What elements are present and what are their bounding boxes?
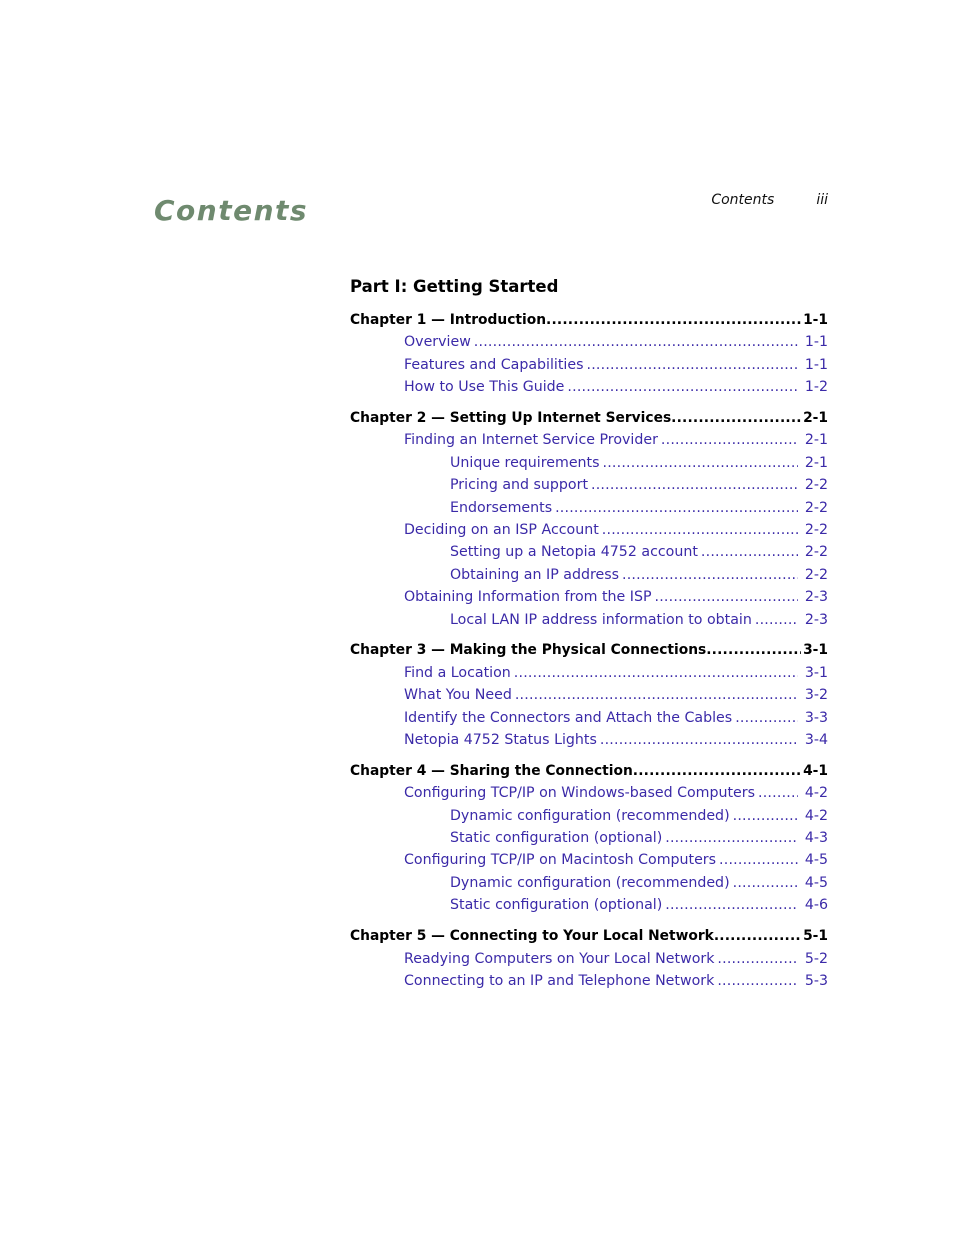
toc-subsection-link[interactable] — [350, 474, 828, 496]
toc-entry-page: 3-3 — [804, 709, 828, 726]
toc-section-link[interactable] — [350, 662, 828, 684]
toc-entry-page: 1-1 — [804, 334, 828, 351]
dot-leader — [671, 407, 801, 429]
toc-section-link[interactable] — [350, 354, 828, 376]
toc-entry-label: Chapter 4 — Sharing the Connection — [350, 762, 633, 779]
page-number: iii — [816, 192, 828, 208]
toc-entry-page: 1-2 — [804, 379, 828, 396]
dot-leader — [586, 354, 797, 376]
toc-entry-page: 4-1 — [803, 762, 828, 779]
toc-entry-page: 5-2 — [804, 950, 828, 967]
toc-entry-label: Setting up a Netopia 4752 account — [450, 544, 698, 561]
toc-section-link[interactable] — [350, 782, 828, 804]
toc-section-link[interactable] — [350, 948, 828, 970]
toc-entry-label: Obtaining Information from the ISP — [404, 589, 652, 606]
toc-entry-page: 4-2 — [804, 785, 828, 802]
part-title: Part I: Getting Started — [350, 277, 559, 296]
toc-entry-label: Dynamic configuration (recommended) — [450, 807, 730, 824]
dot-leader — [546, 309, 801, 331]
toc-section-link[interactable] — [350, 729, 828, 751]
toc-entry-page: 3-1 — [803, 642, 828, 659]
toc-subsection-link[interactable] — [350, 872, 828, 894]
toc-subsection-link[interactable] — [350, 609, 828, 631]
toc-entry-page: 2-2 — [804, 499, 828, 516]
toc-entry-page: 2-2 — [804, 544, 828, 561]
toc-entry-label: Readying Computers on Your Local Network — [404, 950, 715, 967]
toc-section-link[interactable] — [350, 586, 828, 608]
toc-chapter-entry[interactable] — [350, 309, 828, 331]
toc-subsection-link[interactable] — [350, 452, 828, 474]
toc-entry-label: Dynamic configuration (recommended) — [450, 874, 730, 891]
toc-entry-page: 2-2 — [804, 566, 828, 583]
dot-leader — [735, 707, 798, 729]
dot-leader — [706, 639, 801, 661]
toc-entry-label: How to Use This Guide — [404, 379, 565, 396]
toc-section-link[interactable] — [350, 519, 828, 541]
toc-entry-page: 4-6 — [804, 897, 828, 914]
toc-chapter-entry[interactable] — [350, 760, 828, 782]
toc-section-link[interactable] — [350, 429, 828, 451]
toc-subsection-link[interactable] — [350, 564, 828, 586]
dot-leader — [717, 970, 798, 992]
toc-entry-page: 4-2 — [804, 807, 828, 824]
toc-section-link[interactable] — [350, 376, 828, 398]
toc-entry-label: Configuring TCP/IP on Macintosh Computers — [404, 852, 717, 869]
toc-entry-label: Chapter 5 — Connecting to Your Local Network — [350, 928, 714, 945]
toc-entry-label: Unique requirements — [450, 454, 600, 471]
toc-entry-page: 4-5 — [804, 852, 828, 869]
toc-entry-label: Static configuration (optional) — [450, 897, 663, 914]
running-head — [711, 190, 828, 210]
running-head-title: Contents — [711, 192, 775, 208]
dot-leader — [633, 760, 801, 782]
toc-entry-label: Pricing and support — [450, 477, 589, 494]
dot-leader — [567, 376, 797, 398]
toc-entry-page: 1-1 — [804, 356, 828, 373]
toc-entry-label: Endorsements — [450, 499, 553, 516]
toc-entry-page: 4-3 — [804, 830, 828, 847]
toc-section-link[interactable] — [350, 331, 828, 353]
dot-leader — [514, 662, 798, 684]
toc-entry-page: 2-3 — [804, 611, 828, 628]
dot-leader — [515, 684, 798, 706]
toc-entry-label: Finding an Internet Service Provider — [404, 432, 658, 449]
dot-leader — [733, 805, 798, 827]
toc-section-link[interactable] — [350, 684, 828, 706]
dot-leader — [655, 586, 798, 608]
toc-entry-page: 2-2 — [804, 477, 828, 494]
toc-entry-page: 5-3 — [804, 972, 828, 989]
dot-leader — [755, 609, 798, 631]
toc-subsection-link[interactable] — [350, 497, 828, 519]
dot-leader — [701, 541, 798, 563]
toc-entry-label: Find a Location — [404, 664, 511, 681]
toc-subsection-link[interactable] — [350, 805, 828, 827]
toc-entry-label: Netopia 4752 Status Lights — [404, 732, 597, 749]
toc-entry-label: Configuring TCP/IP on Windows-based Computers — [404, 785, 756, 802]
page-title: Contents — [154, 194, 309, 227]
toc-section-link[interactable] — [350, 849, 828, 871]
toc-subsection-link[interactable] — [350, 894, 828, 916]
toc-entry-page: 1-1 — [803, 312, 828, 328]
toc-entry-label: Chapter 3 — Making the Physical Connections — [350, 642, 707, 659]
toc-section-link[interactable] — [350, 707, 828, 729]
dot-leader — [758, 782, 798, 804]
toc-entry-label: Features and Capabilities — [404, 356, 584, 373]
dot-leader — [719, 849, 798, 871]
toc-entry-page: 2-1 — [803, 410, 828, 427]
dot-leader — [602, 519, 798, 541]
toc-entry-page: 3-4 — [804, 732, 828, 749]
toc-chapter-entry[interactable] — [350, 639, 828, 661]
toc-chapter-entry[interactable] — [350, 407, 828, 429]
dot-leader — [717, 948, 797, 970]
toc-entry-label: Obtaining an IP address — [450, 566, 619, 583]
toc-entry-page: 3-1 — [804, 664, 828, 681]
toc-entry-label: Chapter 1 — Introduction — [350, 312, 547, 328]
toc-entry-label: Local LAN IP address information to obtain — [450, 611, 752, 628]
dot-leader — [733, 872, 798, 894]
toc-entry-label: Overview — [404, 334, 471, 351]
dot-leader — [474, 331, 798, 353]
toc-entry-label: Static configuration (optional) — [450, 830, 663, 847]
dot-leader — [622, 564, 798, 586]
toc-chapter-entry[interactable] — [350, 925, 828, 947]
table-of-contents — [350, 309, 828, 992]
toc-entry-page: 2-3 — [804, 589, 828, 606]
toc-entry-page: 2-1 — [804, 454, 828, 471]
toc-entry-page: 4-5 — [804, 874, 828, 891]
dot-leader — [661, 429, 798, 451]
toc-subsection-link[interactable] — [350, 541, 828, 563]
toc-entry-label: Identify the Connectors and Attach the Cables — [404, 709, 733, 726]
toc-entry-label: What You Need — [404, 687, 512, 704]
toc-entry-label: Connecting to an IP and Telephone Network — [404, 972, 715, 989]
toc-section-link[interactable] — [350, 970, 828, 992]
dot-leader — [714, 925, 801, 947]
toc-subsection-link[interactable] — [350, 827, 828, 849]
dot-leader — [665, 827, 798, 849]
toc-entry-label: Deciding on an ISP Account — [404, 522, 599, 539]
toc-entry-page: 2-1 — [804, 432, 828, 449]
toc-entry-page: 5-1 — [803, 928, 828, 945]
dot-leader — [555, 497, 798, 519]
dot-leader — [600, 729, 798, 751]
dot-leader — [665, 894, 798, 916]
toc-entry-page: 3-2 — [804, 687, 828, 704]
dot-leader — [603, 452, 798, 474]
dot-leader — [591, 474, 798, 496]
toc-entry-label: Chapter 2 — Setting Up Internet Services — [350, 410, 672, 427]
toc-entry-page: 2-2 — [804, 522, 828, 539]
